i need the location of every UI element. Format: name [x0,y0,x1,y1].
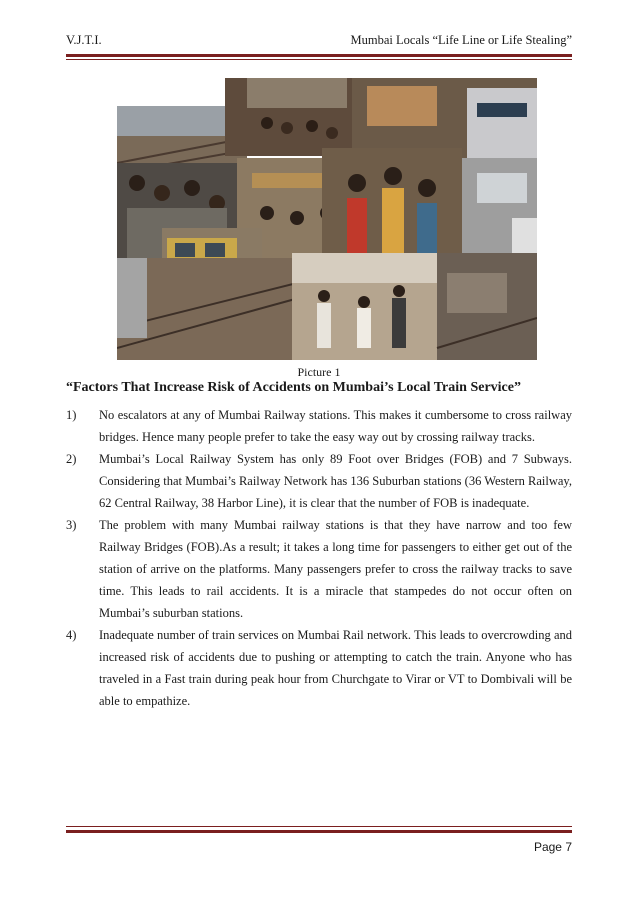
footer-rule-thin [66,826,572,827]
photo-collage [117,78,537,360]
list-item [66,624,572,712]
list-item-text: No escalators at any of Mumbai Railway stations. This makes it cumbersome to cross railway bridges. Hence many people prefer to take the easy way out by crossing railway tracks. [99,408,572,444]
list-item [66,404,572,448]
list-item-number: 1) [66,408,77,422]
header-rule-thin [66,59,572,60]
header-rule-thick [66,54,572,57]
list-item-text: The problem with many Mumbai railway stations is that they have narrow and too few Railway Bridges (FOB).As a result; it takes a long time for passengers to either get out of the station of arrive on the platforms. Many passengers prefer to cross the railway tracks to save time. This leads to rail accidents. It is a miracle that stampedes do not occur often on Mumbai’s suburban stations. [99,518,572,620]
list-item-number: 2) [66,452,77,466]
list-item-number: 4) [66,628,77,642]
collage-image [117,78,537,360]
header-title: Mumbai Locals “Life Line or Life Stealing” [350,33,572,47]
header-institute: V.J.T.I. [66,33,102,47]
footer-rule-thick [66,830,572,833]
list-item-text: Inadequate number of train services on Mumbai Rail network. This leads to overcrowding and increased risk of accidents due to pushing or attempting to catch the train. Anyone who has traveled in a Fast train during peak hour from Churchgate to Virar or VT to Dombivali will be able to empathize. [99,628,572,708]
figure-caption: Picture 1 [297,365,341,379]
factors-list [66,404,572,712]
list-item-number: 3) [66,518,77,532]
list-item-text: Mumbai’s Local Railway System has only 89 Foot over Bridges (FOB) and 7 Subways. Considering that Mumbai’s Railway Network has 136 Suburban stations (36 Western Railway, 62 Central Railway, 38 Harbor Line), it is clear that the number of FOB is inadequate. [99,452,572,510]
list-item [66,514,572,624]
page-number: Page 7 [533,840,572,854]
page-header [66,28,572,50]
list-item [66,448,572,514]
section-heading: “Factors That Increase Risk of Accidents on Mumbai’s Local Train Service” [66,380,521,395]
